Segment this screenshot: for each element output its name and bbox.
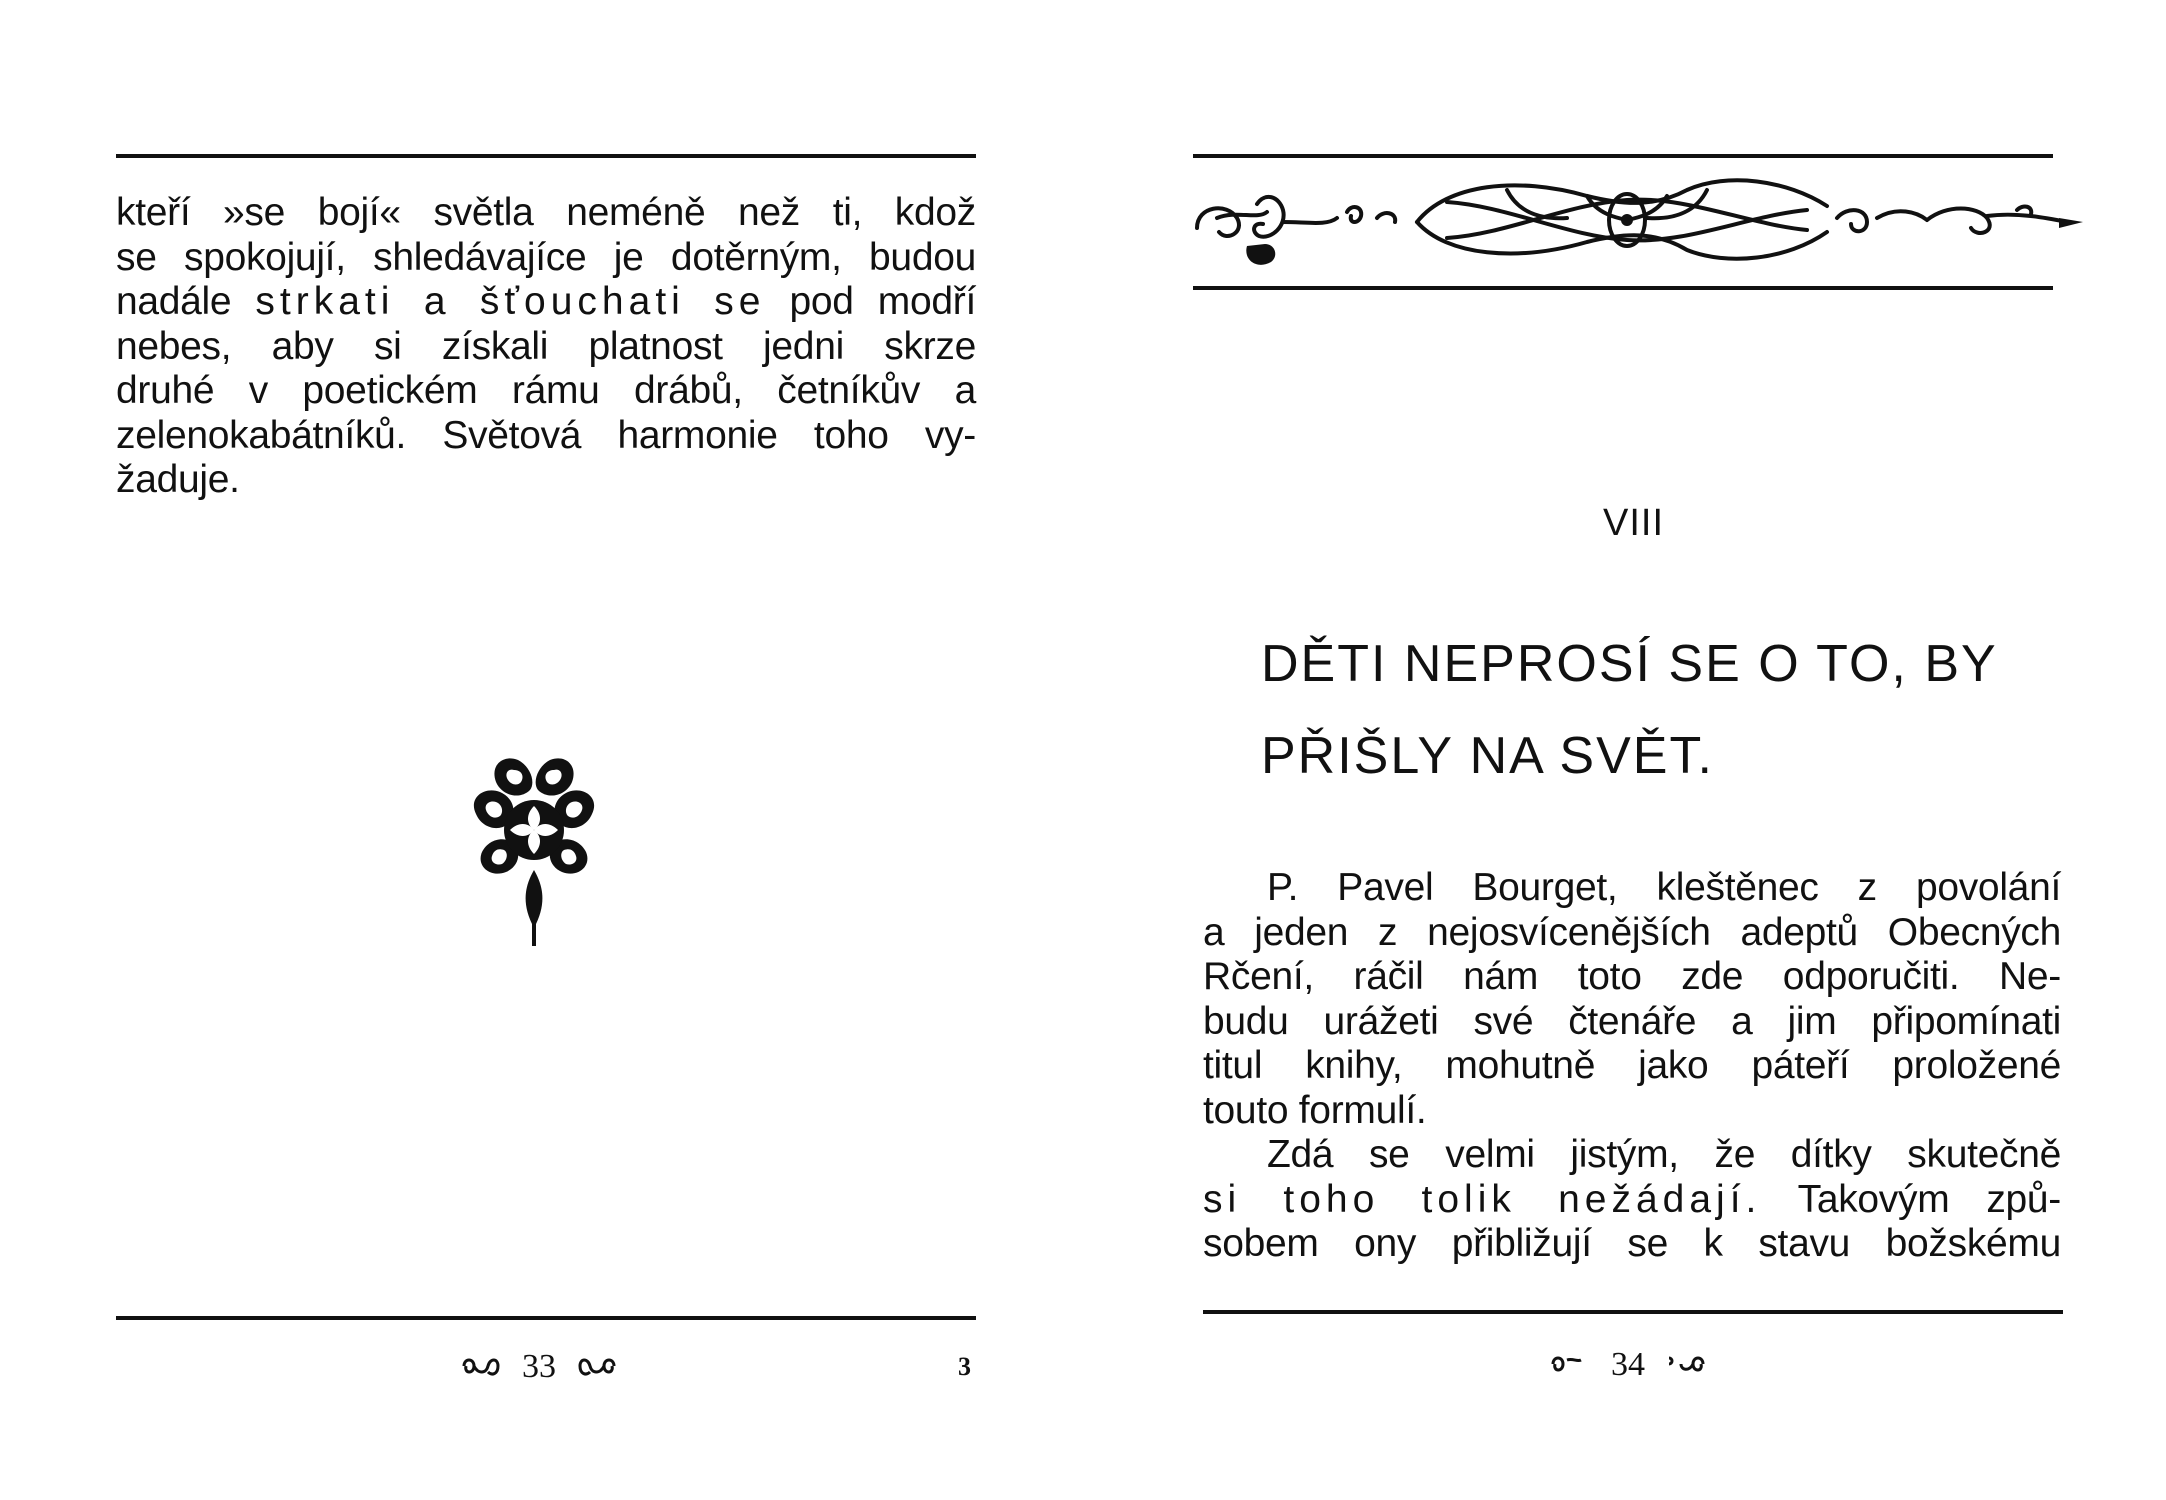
folio-ornament-right-icon — [570, 1352, 620, 1382]
page-number: 33 — [522, 1348, 556, 1385]
text-line: Rčení, ráčil nám toto zde odporučiti. Ne- — [1203, 955, 2061, 998]
text-line: a jeden z nejosvícenějších adeptů Obecných — [1203, 910, 2061, 954]
text-line: sobem ony přibližují se k stavu božskému — [1203, 1222, 2061, 1265]
bottom-rule — [116, 1316, 976, 1320]
header-bottom-rule — [1193, 286, 2053, 290]
leaf-number: 3 — [958, 1352, 971, 1381]
spaced-emphasis: strkati a šťouchati se — [255, 280, 766, 323]
text-line — [1203, 1178, 2061, 1223]
chapter-title-line: DĚTI NEPROSÍ SE O TO, BY — [1261, 635, 1998, 693]
text-line: se spokojují, shledávajíce je dotěrným, budou — [116, 235, 976, 279]
spaced-emphasis: si toho tolik nežádají. — [1203, 1177, 1762, 1221]
text-line: nebes, aby si získali platnost jedni skrze — [116, 324, 976, 368]
folio-ornament-left-icon — [458, 1352, 508, 1382]
text-line: titul knihy, mohutně jako páteří proložené — [1203, 1044, 2061, 1087]
folio-ornament-right-icon — [1659, 1350, 1709, 1380]
text-line: kteří »se bojí« světla neméně než ti, kdož — [116, 191, 976, 234]
text-line — [116, 280, 976, 325]
right-page — [1083, 0, 2166, 1500]
text-line: budu urážeti své čtenáře a jim připomínati — [1203, 999, 2061, 1043]
text-line: touto formulí. — [1203, 1088, 1427, 1132]
text-fragment: Takovým způ- — [1761, 1177, 2061, 1221]
page-number-folio — [1547, 1346, 1709, 1384]
text-line: žaduje. — [116, 458, 240, 501]
page-number: 34 — [1611, 1346, 1645, 1383]
text-line: P. Pavel Bourget, kleštěnec z povolání — [1267, 866, 2061, 909]
fleuron-icon — [468, 752, 598, 952]
right-body-text — [1203, 866, 2061, 1267]
text-line: druhé v poetickém rámu drábů, četníkův a — [116, 369, 976, 412]
top-rule — [1193, 154, 2053, 158]
left-body-text — [116, 191, 976, 503]
text-fragment: nadále — [116, 280, 256, 323]
page-number-folio — [458, 1348, 620, 1386]
chapter-title-line: PŘIŠLY NA SVĚT. — [1261, 727, 1714, 785]
art-nouveau-headpiece-icon — [1187, 166, 2087, 276]
chapter-number: VIII — [1603, 502, 1665, 544]
text-fragment: pod modří — [765, 280, 976, 323]
text-line: Zdá se velmi jistým, že dítky skutečně — [1267, 1133, 2061, 1176]
text-line: zelenokabátníků. Světová harmonie toho vy- — [116, 413, 976, 457]
bottom-rule — [1203, 1310, 2063, 1314]
folio-ornament-left-icon — [1547, 1350, 1597, 1380]
chapter-title — [1261, 618, 2061, 802]
top-rule — [116, 154, 976, 158]
